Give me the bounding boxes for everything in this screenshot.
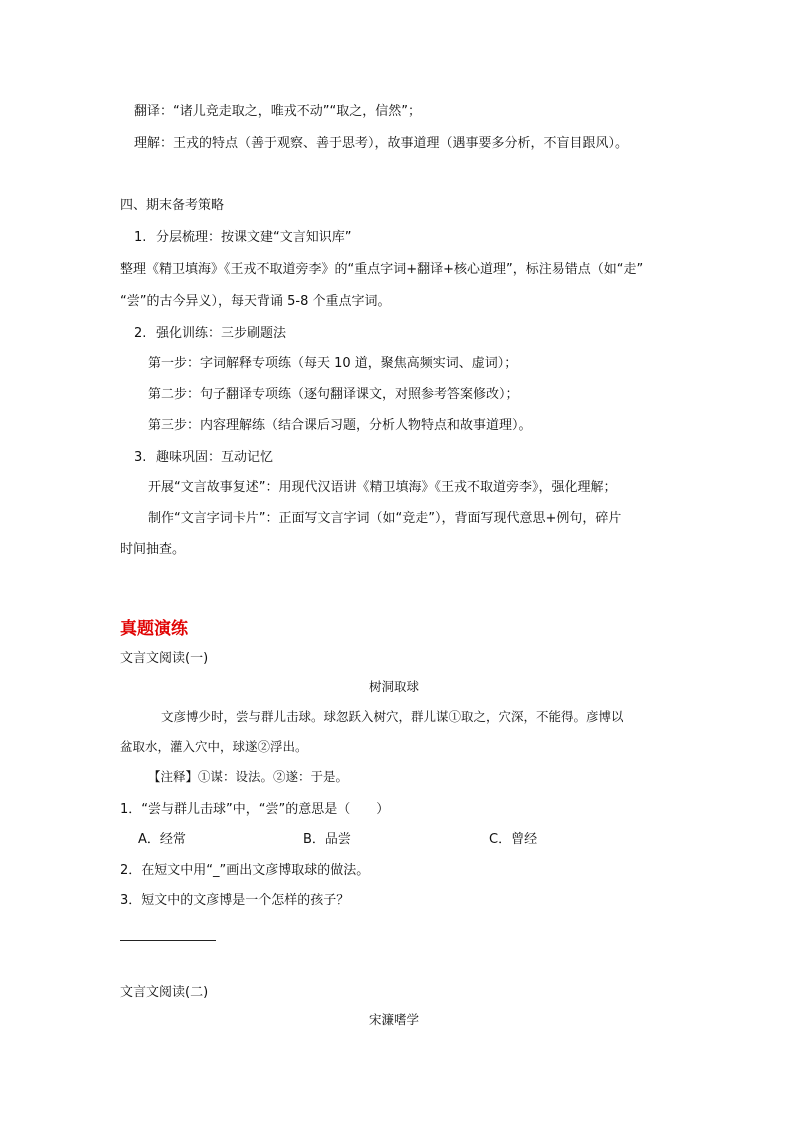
question-3: 3．短文中的文彦博是一个怎样的孩子？ — [120, 893, 350, 908]
strategy-item-3-text-line2: 制作“文言字词卡片”：正面写文言字词（如“竞走”），背面写现代意思+例句，碎片 — [148, 511, 622, 526]
strategy-step-1: 第一步：字词解释专项练（每天 10 道，聚焦高频实词、虚词）； — [148, 356, 518, 371]
question-1: 1．“尝与群儿击球”中，“尝”的意思是（ ） — [120, 802, 390, 817]
practice-heading: 真题演练 — [120, 619, 188, 639]
item-title: 分层梳理：按课文建“文言知识库” — [156, 230, 352, 245]
strategy-item-1-text-line1: 整理《精卫填海》《王戎不取道旁李》的“重点字词+翻译+核心道理”，标注易错点（如“走” — [120, 262, 644, 277]
item-title: 强化训练：三步刷题法 — [156, 326, 287, 341]
strategy-item-3-title — [134, 449, 273, 467]
strategy-item-3-text-line3: 时间抽查。 — [120, 542, 186, 557]
option-b: B．品尝 — [303, 832, 351, 847]
footnote-separator — [120, 940, 216, 941]
item-title: 趣味巩固：互动记忆 — [156, 450, 274, 465]
strategy-item-1-title — [134, 229, 351, 247]
item-number: 3. — [134, 450, 147, 465]
reading-1-body-line2: 盆取水，灌入穴中，球遂②浮出。 — [120, 739, 308, 754]
strategy-item-2-title — [134, 325, 286, 343]
understanding-line: 理解：王戎的特点（善于观察、善于思考），故事道理（遇事要多分析，不盲目跟风）。 — [134, 136, 629, 151]
reading-2-title: 宋濂嗜学 — [369, 1012, 420, 1027]
strategy-item-3-text-line1: 开展“文言故事复述”：用现代汉语讲《精卫填海》《王戎不取道旁李》，强化理解； — [148, 480, 617, 495]
option-a: A．经常 — [138, 832, 186, 847]
option-c: C．曾经 — [489, 832, 538, 847]
strategy-step-3: 第三步：内容理解练（结合课后习题，分析人物特点和故事道理）。 — [148, 418, 532, 433]
strategy-step-2: 第二步：句子翻译专项练（逐句翻译课文，对照参考答案修改）； — [148, 387, 519, 402]
strategy-item-1-text-line2: “尝”的古今异义），每天背诵 5-8 个重点字词。 — [120, 294, 391, 309]
question-2: 2．在短文中用“_”画出文彦博取球的做法。 — [120, 863, 370, 878]
reading-2-label: 文言文阅读(二) — [120, 985, 209, 1000]
reading-1-note: 【注释】①谋：设法。②遂：于是。 — [148, 769, 349, 784]
reading-1-label: 文言文阅读(一) — [120, 651, 209, 666]
item-number: 2. — [134, 326, 147, 341]
section-heading-strategy: 四、期末备考策略 — [120, 198, 225, 213]
translation-line: 翻译：“诸儿竞走取之，唯戎不动”“取之，信然”； — [134, 104, 421, 119]
reading-1-title: 树洞取球 — [369, 679, 420, 694]
reading-1-body-line1: 文彦博少时，尝与群儿击球。球忽跃入树穴，群儿谋①取之，穴深，不能得。彦博以 — [161, 709, 624, 724]
item-number: 1. — [134, 230, 147, 245]
